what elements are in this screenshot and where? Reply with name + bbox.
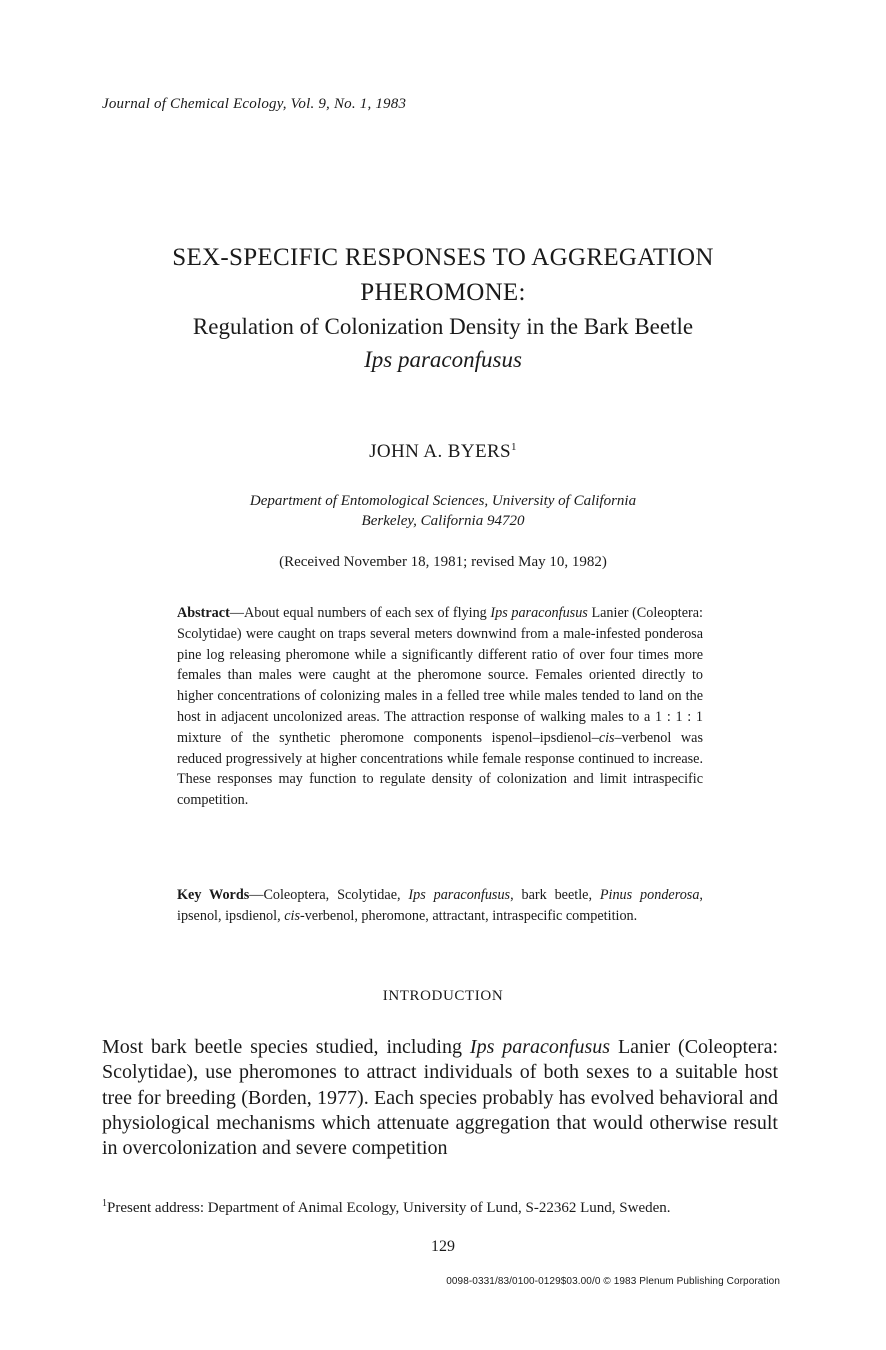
article-species: Ips paraconfusus (364, 347, 522, 372)
received-dates: (Received November 18, 1981; revised May 10, 1982) (279, 554, 607, 570)
footnote-text: Present address: Department of Animal Ecology, University of Lund, S-22362 Lund, Sweden. (107, 1200, 671, 1216)
journal-citation: Journal of Chemical Ecology, Vol. 9, No. 1, 1983 (102, 96, 407, 112)
keywords-dash: — (249, 887, 264, 903)
article-subtitle: Regulation of Colonization Density in the Bark Beetle (192, 314, 694, 339)
abstract-species: Ips paraconfusus (490, 605, 588, 621)
footnote-mark: 1 (102, 1198, 107, 1209)
abstract-cis: cis (598, 729, 615, 746)
intro-text-2: Lanier (Coleoptera: Scolytidae), use pheromones to attract individuals of both sexes to a suitable host tree for breeding (Borden, 1977). Each species probably has evolved behavioral and physiological mechanisms which attenuate aggregation that would otherwise result in overcolonization and severe competition (102, 1036, 779, 1160)
keywords-cis: cis (284, 907, 300, 924)
keywords-paragraph (177, 885, 703, 927)
abstract-text-3: –verbenol was reduced progressively at higher concentrations while female response continued to increase. These responses may function to regulate density of colonization and limit intraspecific competition. (177, 729, 703, 809)
abstract-paragraph (177, 603, 703, 811)
author-line (0, 441, 886, 463)
abstract-dash: — (229, 605, 244, 621)
keywords-text-2: , bark beetle, (510, 887, 600, 903)
affiliation-line-1: Department of Entomological Sciences, University of California (249, 493, 637, 509)
abstract-label: Abstract (177, 605, 230, 621)
affiliation-line-2: Berkeley, California 94720 (361, 513, 525, 529)
abstract (177, 603, 703, 811)
footnote (102, 1198, 782, 1217)
page-number: 129 (431, 1238, 455, 1255)
introduction-body (102, 1035, 778, 1161)
author-footnote-mark: 1 (511, 441, 517, 453)
title-block (0, 240, 886, 376)
keywords-text-3: , ipsenol, ipsdienol, (177, 887, 703, 924)
introduction-heading: INTRODUCTION (382, 988, 504, 1004)
keywords-pinus: Pinus ponderosa (599, 887, 700, 903)
abstract-text-1: About equal numbers of each sex of flying (243, 605, 491, 621)
copyright-line: 0098-0331/83/0100-0129$03.00/0 © 1983 Plenum Publishing Corporation (446, 1276, 780, 1287)
keywords-species: Ips paraconfusus (408, 887, 511, 903)
intro-text-1: Most bark beetle species studied, including (102, 1036, 470, 1058)
introduction-paragraph (102, 1035, 778, 1161)
keywords-text-4: -verbenol, pheromone, attractant, intraspecific competition. (299, 907, 638, 924)
article-title-line-1: SEX-SPECIFIC RESPONSES TO AGGREGATION (172, 244, 714, 271)
keywords (177, 885, 703, 927)
affiliation (0, 491, 886, 531)
intro-species: Ips paraconfusus (469, 1036, 611, 1058)
keywords-label: Key Words (177, 887, 250, 903)
author-name: JOHN A. BYERS (369, 441, 511, 462)
article-title-line-2: PHEROMONE: (360, 279, 526, 306)
abstract-text-2: Lanier (Coleoptera: Scolytidae) were caught on traps several meters downwind from a male-infested ponderosa pine log releasing pheromone while a significantly different ratio of over four times more females than males were caught at the pheromone source. Females oriented directly to higher concentrations of colonizing males in a felled tree while males tended to land on the host in adjacent uncolonized areas. The attraction response of walking males to a 1 : 1 : 1 mixture of the synthetic pheromone components ispenol–ipsdienol– (177, 605, 703, 746)
keywords-text-1: Coleoptera, Scolytidae, (263, 887, 409, 903)
